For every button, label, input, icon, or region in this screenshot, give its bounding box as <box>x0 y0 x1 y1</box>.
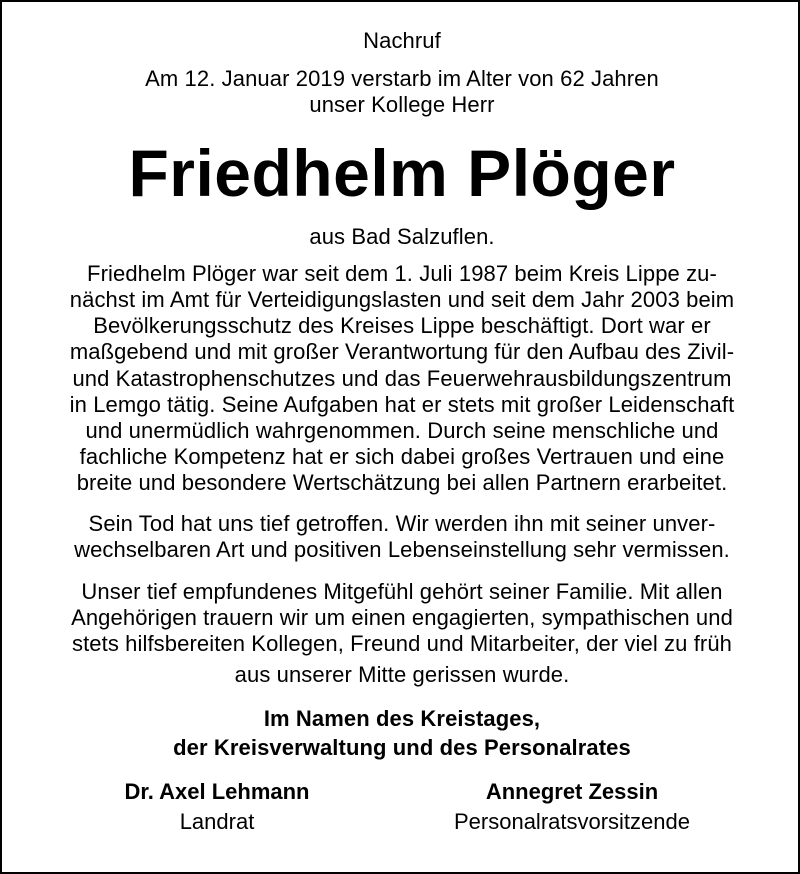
paragraph-line: stets hilfsbereiten Kollegen, Freund und Mitarbeiter, der viel zu früh <box>71 631 733 656</box>
paragraph-line: und unermüdlich wahrgenommen. Durch seine menschliche und <box>85 418 719 443</box>
paragraph-line: fachliche Kompetenz hat er sich dabei großes Vertrauen und eine <box>79 444 725 469</box>
paragraph-line: Bevölkerungsschutz des Kreises Lippe beschäftigt. Dort war er <box>93 313 711 338</box>
intro-line: Am 12. Januar 2019 verstarb im Alter von 62 Jahren <box>145 66 659 91</box>
paragraph-line: Friedhelm Plöger war seit dem 1. Juli 1987 beim Kreis Lippe zu- <box>87 261 717 286</box>
intro-line: unser Kollege Herr <box>309 92 495 117</box>
notice-heading: Nachruf <box>363 28 441 53</box>
signatory-role: Personalratsvorsitzende <box>453 809 690 834</box>
signatory-name: Annegret Zessin <box>485 779 659 804</box>
signature-right <box>407 777 737 837</box>
signatory-role: Landrat <box>179 809 255 834</box>
paragraph-line: und Katastrophenschutzes und das Feuerwehrausbildungszentrum <box>72 366 732 391</box>
closing-line: Im Namen des Kreistages, <box>263 706 541 731</box>
signature-left <box>62 777 372 837</box>
paragraph-line: Sein Tod hat uns tief getroffen. Wir werden ihn mit seiner unver- <box>88 511 716 536</box>
signatory-name: Dr. Axel Lehmann <box>124 779 310 804</box>
paragraph-line: nächst im Amt für Verteidigungslasten und seit dem Jahr 2003 beim <box>69 287 735 312</box>
paragraph-line: maßgebend und mit großer Verantwortung für den Aufbau des Zivil- <box>69 339 735 364</box>
deceased-name: Friedhelm Plöger <box>128 136 676 210</box>
paragraph-line: aus unserer Mitte gerissen wurde. <box>234 662 570 687</box>
paragraph-line: Unser tief empfundenes Mitgefühl gehört seiner Familie. Mit allen <box>81 579 723 604</box>
paragraph-line: Angehörigen trauern wir um einen engagierten, sympathischen und <box>71 605 733 630</box>
paragraph-line: in Lemgo tätig. Seine Aufgaben hat er stets mit großer Leidenschaft <box>69 392 735 417</box>
paragraph-line: breite und besondere Wertschätzung bei allen Partnern erarbeitet. <box>76 470 728 495</box>
closing-line: der Kreisverwaltung und des Personalrates <box>173 735 631 760</box>
deceased-origin: aus Bad Salzuflen. <box>309 224 495 249</box>
paragraph-line: wechselbaren Art und positiven Lebenseinstellung sehr vermissen. <box>74 537 730 562</box>
